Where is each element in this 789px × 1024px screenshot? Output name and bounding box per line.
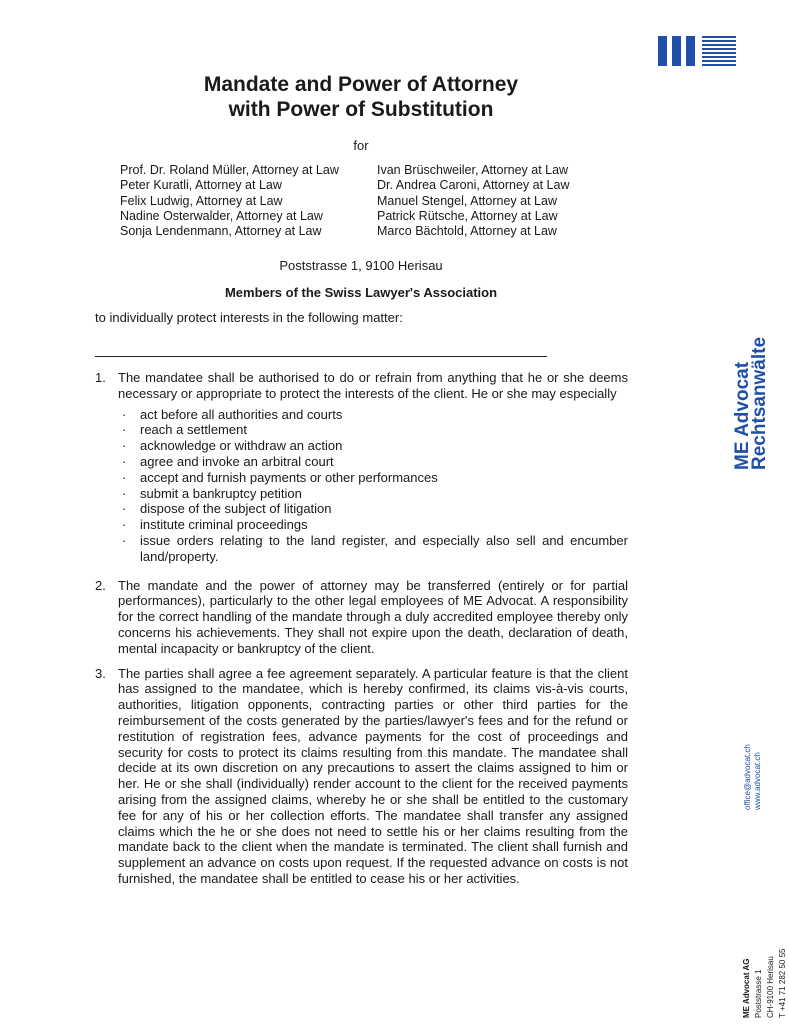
clauses — [95, 370, 628, 887]
clause-1-text: The mandatee shall be authorised to do or refrain from anything that he or she deems necessary or appropriate to protect the interests of the client. He or she may especially — [118, 370, 628, 401]
brand-name: ME Advocat — [732, 361, 753, 470]
list-item-text: submit a bankruptcy petition — [140, 485, 302, 501]
bullet-icon: · — [122, 469, 127, 485]
intro-text: to individually protect interests in the following matter: — [95, 310, 403, 325]
association-line: Members of the Swiss Lawyer's Association — [224, 285, 498, 300]
clause-3-text: The parties shall agree a fee agreement separately. A particular feature is that the client has assigned to the mandatee, which is hereby confirmed, its claims vis-à-vis courts, authorities, litigation opponents, contracting parties or other third parties for the reimbursement of the costs generated by the parties/lawyer's fees and for the refund or restitution of registration fees, advance payments for the cost of proceedings and security for costs to protect its claims resulting from this mandate. The mandatee shall decide at its own discretion on any precautions to assert the claims assigned to him or her. He or she shall (individually) render account to the client for the received payments arising from the assigned claims, whereby he or she shall be entitled to the customary fee for any of his or her collection efforts. The mandatee shall transfer any assigned claims which the he or she does not need to settle his or her claims resulting from the mandate back to the client when the mandate is terminated. The client shall furnish and supplement an advance on costs upon request. If the requested advance on costs is not furnished, the mandatee shall be entitled to cease his or her activities. — [118, 665, 628, 886]
contact-email[interactable]: office@advocat.ch — [743, 744, 752, 810]
bullet-icon: · — [122, 517, 127, 533]
title-line-1: Mandate and Power of Attorney — [203, 73, 519, 96]
list-item-text: issue orders relating to the land register, and especially also sell and encumber land/property. — [140, 532, 628, 564]
bullet-icon: · — [122, 422, 127, 438]
list-item — [118, 533, 628, 565]
list-item-text: acknowledge or withdraw an action — [140, 438, 343, 454]
company-street: Poststrasse 1 — [754, 969, 763, 1018]
list-item — [118, 470, 628, 486]
bullet-icon: · — [122, 453, 127, 469]
brand-tagline: Rechtsanwälte — [749, 336, 770, 470]
document-title — [0, 72, 722, 122]
list-item-text: accept and furnish payments or other performances — [140, 469, 438, 485]
clause-number: 3. — [95, 665, 106, 681]
attorney-name: Peter Kuratli, Attorney at Law — [120, 178, 282, 193]
list-item-text: act before all authorities and courts — [140, 406, 343, 422]
company-name: ME Advocat AG — [742, 958, 751, 1018]
contact-web[interactable]: www.advocat.ch — [753, 752, 762, 810]
logo-stripes — [702, 36, 736, 66]
attorney-name: Manuel Stengel, Attorney at Law — [377, 193, 557, 208]
company-city: CH-9100 Herisau — [766, 956, 775, 1018]
attorney-name: Nadine Osterwalder, Attorney at Law — [120, 208, 323, 223]
list-item — [118, 501, 628, 517]
clause-1 — [95, 370, 628, 572]
logo-bar — [686, 36, 695, 66]
powers-list — [118, 407, 628, 565]
company-address — [741, 949, 789, 1018]
attorney-name: Marco Bächtold, Attorney at Law — [377, 224, 557, 239]
list-item-text: reach a settlement — [140, 422, 247, 438]
bullet-icon: · — [122, 406, 127, 422]
side-contact — [743, 744, 763, 810]
matter-blank-line — [95, 356, 547, 357]
clause-2-text: The mandate and the power of attorney may be transferred (entirely or for partial performances), particularly to the other legal employees of ME Advocat. A responsibility for the correct handling of the mandate through a duly accredited employee thereby only concerns his achievements. They shall not expire upon the death, declaration of death, mental incapacity or bankruptcy of the client. — [118, 577, 628, 656]
logo-bar — [658, 36, 667, 66]
attorney-name: Felix Ludwig, Attorney at Law — [120, 193, 283, 208]
company-phone: T +41 71 282 50 55 — [778, 948, 787, 1018]
clause-text — [118, 370, 628, 572]
attorney-name: Dr. Andrea Caroni, Attorney at Law — [377, 178, 570, 193]
bullet-icon: · — [122, 485, 127, 501]
logo-bar — [672, 36, 681, 66]
attorney-name: Patrick Rütsche, Attorney at Law — [377, 208, 558, 223]
attorney-name: Prof. Dr. Roland Müller, Attorney at Law — [120, 163, 339, 177]
clause-3 — [95, 666, 628, 887]
list-item — [118, 438, 628, 454]
office-address: Poststrasse 1, 9100 Herisau — [279, 258, 443, 273]
attorney-name: Ivan Brüschweiler, Attorney at Law — [377, 163, 569, 177]
for-label: for — [353, 138, 369, 153]
list-item — [118, 517, 628, 533]
title-line-2: with Power of Substitution — [228, 98, 494, 121]
bullet-icon: · — [122, 438, 127, 454]
bullet-icon: · — [122, 501, 127, 517]
bullet-icon: · — [122, 532, 127, 548]
side-brand — [734, 337, 768, 470]
list-item-text: institute criminal proceedings — [140, 517, 308, 533]
clause-2 — [95, 578, 628, 657]
list-item-text: dispose of the subject of litigation — [140, 501, 332, 517]
attorney-list-right — [377, 163, 569, 239]
clause-number: 2. — [95, 577, 106, 593]
list-item — [118, 422, 628, 438]
attorney-name: Sonja Lendenmann, Attorney at Law — [120, 224, 322, 239]
me-advocat-logo-icon — [658, 36, 738, 68]
clause-number: 1. — [95, 370, 106, 385]
list-item — [118, 407, 628, 423]
attorney-list-left — [120, 163, 339, 239]
list-item — [118, 486, 628, 502]
list-item-text: agree and invoke an arbitral court — [140, 453, 334, 469]
list-item — [118, 454, 628, 470]
